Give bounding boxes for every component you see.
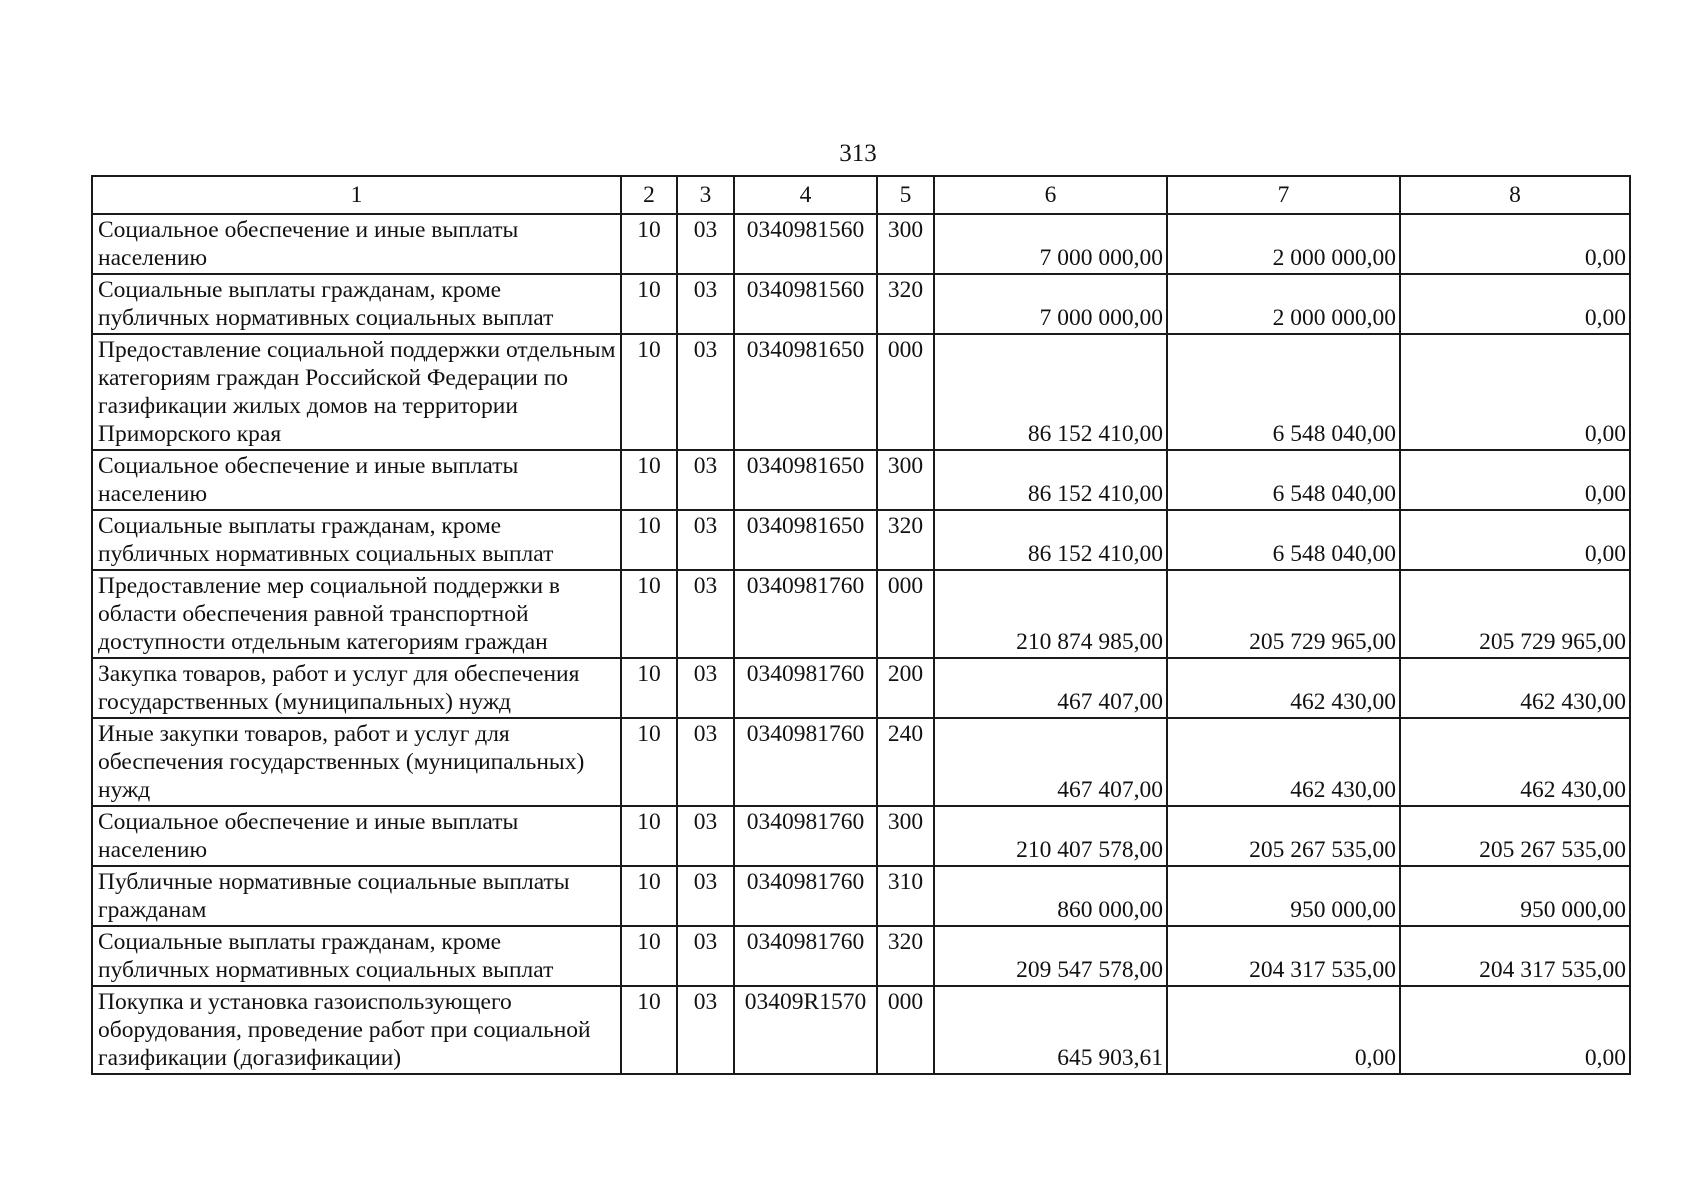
row-name-cell: Социальное обеспечение и иные выплаты населению: [92, 806, 621, 866]
subsection-code-cell: 03: [677, 214, 734, 274]
amount-col8-cell: 0,00: [1400, 450, 1630, 510]
amount-col6-cell: 210 874 985,00: [934, 570, 1167, 658]
row-name-cell: Социальное обеспечение и иные выплаты населению: [92, 214, 621, 274]
table-row: [92, 866, 1630, 926]
target-article-cell: 0340981760: [734, 806, 877, 866]
header-cell-8: 8: [1400, 176, 1630, 214]
target-article-cell: 0340981650: [734, 450, 877, 510]
subsection-code-cell: 03: [677, 570, 734, 658]
row-name-cell: Публичные нормативные социальные выплаты гражданам: [92, 866, 621, 926]
expense-type-cell: 320: [877, 926, 934, 986]
amount-col8-cell: 0,00: [1400, 274, 1630, 334]
amount-col8-cell: 0,00: [1400, 510, 1630, 570]
expense-type-cell: 300: [877, 214, 934, 274]
row-name-cell: Закупка товаров, работ и услуг для обеспечения государственных (муниципальных) нужд: [92, 658, 621, 718]
table-row: [92, 986, 1630, 1074]
subsection-code-cell: 03: [677, 806, 734, 866]
header-cell-4: 4: [734, 176, 877, 214]
subsection-code-cell: 03: [677, 334, 734, 450]
amount-col7-cell: 6 548 040,00: [1167, 510, 1400, 570]
amount-col6-cell: 7 000 000,00: [934, 214, 1167, 274]
amount-col6-cell: 645 903,61: [934, 986, 1167, 1074]
table-row: [92, 718, 1630, 806]
amount-col7-cell: 462 430,00: [1167, 658, 1400, 718]
subsection-code-cell: 03: [677, 450, 734, 510]
amount-col8-cell: 462 430,00: [1400, 658, 1630, 718]
expense-type-cell: 000: [877, 986, 934, 1074]
amount-col8-cell: 950 000,00: [1400, 866, 1630, 926]
target-article-cell: 0340981760: [734, 866, 877, 926]
subsection-code-cell: 03: [677, 926, 734, 986]
row-name-cell: Предоставление мер социальной поддержки в области обеспечения равной транспортной доступности отдельным категориям граждан: [92, 570, 621, 658]
amount-col6-cell: 467 407,00: [934, 718, 1167, 806]
header-cell-7: 7: [1167, 176, 1400, 214]
row-name-cell: Предоставление социальной поддержки отдельным категориям граждан Российской Федерации по газификации жилых домов на территории Приморского края: [92, 334, 621, 450]
subsection-code-cell: 03: [677, 718, 734, 806]
row-name-cell: Покупка и установка газоиспользующего оборудования, проведение работ при социальной газификации (догазификации): [92, 986, 621, 1074]
target-article-cell: 0340981560: [734, 274, 877, 334]
amount-col8-cell: 204 317 535,00: [1400, 926, 1630, 986]
section-code-cell: 10: [621, 806, 677, 866]
amount-col8-cell: 205 267 535,00: [1400, 806, 1630, 866]
amount-col6-cell: 86 152 410,00: [934, 334, 1167, 450]
amount-col8-cell: 0,00: [1400, 214, 1630, 274]
subsection-code-cell: 03: [677, 866, 734, 926]
budget-table: [91, 175, 1631, 1075]
target-article-cell: 0340981760: [734, 570, 877, 658]
amount-col7-cell: 204 317 535,00: [1167, 926, 1400, 986]
amount-col7-cell: 6 548 040,00: [1167, 334, 1400, 450]
row-name-cell: Социальные выплаты гражданам, кроме публичных нормативных социальных выплат: [92, 510, 621, 570]
table-row: [92, 510, 1630, 570]
section-code-cell: 10: [621, 274, 677, 334]
header-cell-3: 3: [677, 176, 734, 214]
subsection-code-cell: 03: [677, 986, 734, 1074]
amount-col8-cell: 0,00: [1400, 334, 1630, 450]
table-row: [92, 214, 1630, 274]
section-code-cell: 10: [621, 214, 677, 274]
amount-col7-cell: 6 548 040,00: [1167, 450, 1400, 510]
expense-type-cell: 320: [877, 510, 934, 570]
amount-col6-cell: 210 407 578,00: [934, 806, 1167, 866]
subsection-code-cell: 03: [677, 510, 734, 570]
row-name-cell: Иные закупки товаров, работ и услуг для обеспечения государственных (муниципальных) нужд: [92, 718, 621, 806]
amount-col8-cell: 205 729 965,00: [1400, 570, 1630, 658]
amount-col7-cell: 2 000 000,00: [1167, 214, 1400, 274]
expense-type-cell: 200: [877, 658, 934, 718]
amount-col7-cell: 205 729 965,00: [1167, 570, 1400, 658]
section-code-cell: 10: [621, 334, 677, 450]
section-code-cell: 10: [621, 570, 677, 658]
table-header-row: [92, 176, 1630, 214]
amount-col8-cell: 0,00: [1400, 986, 1630, 1074]
target-article-cell: 0340981760: [734, 658, 877, 718]
target-article-cell: 0340981760: [734, 718, 877, 806]
table-row: [92, 274, 1630, 334]
amount-col6-cell: 860 000,00: [934, 866, 1167, 926]
expense-type-cell: 000: [877, 570, 934, 658]
expense-type-cell: 320: [877, 274, 934, 334]
expense-type-cell: 300: [877, 450, 934, 510]
page-number: 313: [839, 140, 877, 167]
table-row: [92, 926, 1630, 986]
expense-type-cell: 240: [877, 718, 934, 806]
amount-col6-cell: 467 407,00: [934, 658, 1167, 718]
section-code-cell: 10: [621, 986, 677, 1074]
table-row: [92, 658, 1630, 718]
header-cell-5: 5: [877, 176, 934, 214]
section-code-cell: 10: [621, 450, 677, 510]
section-code-cell: 10: [621, 658, 677, 718]
section-code-cell: 10: [621, 866, 677, 926]
expense-type-cell: 000: [877, 334, 934, 450]
table-row: [92, 334, 1630, 450]
target-article-cell: 0340981650: [734, 334, 877, 450]
subsection-code-cell: 03: [677, 274, 734, 334]
amount-col8-cell: 462 430,00: [1400, 718, 1630, 806]
amount-col7-cell: 2 000 000,00: [1167, 274, 1400, 334]
expense-type-cell: 310: [877, 866, 934, 926]
section-code-cell: 10: [621, 510, 677, 570]
subsection-code-cell: 03: [677, 658, 734, 718]
header-cell-6: 6: [934, 176, 1167, 214]
target-article-cell: 0340981560: [734, 214, 877, 274]
row-name-cell: Социальные выплаты гражданам, кроме публичных нормативных социальных выплат: [92, 926, 621, 986]
amount-col7-cell: 0,00: [1167, 986, 1400, 1074]
amount-col7-cell: 950 000,00: [1167, 866, 1400, 926]
header-cell-1: 1: [92, 176, 621, 214]
section-code-cell: 10: [621, 926, 677, 986]
amount-col6-cell: 7 000 000,00: [934, 274, 1167, 334]
amount-col6-cell: 209 547 578,00: [934, 926, 1167, 986]
row-name-cell: Социальные выплаты гражданам, кроме публичных нормативных социальных выплат: [92, 274, 621, 334]
target-article-cell: 0340981650: [734, 510, 877, 570]
amount-col7-cell: 205 267 535,00: [1167, 806, 1400, 866]
row-name-cell: Социальное обеспечение и иные выплаты населению: [92, 450, 621, 510]
amount-col7-cell: 462 430,00: [1167, 718, 1400, 806]
amount-col6-cell: 86 152 410,00: [934, 450, 1167, 510]
table-row: [92, 570, 1630, 658]
target-article-cell: 0340981760: [734, 926, 877, 986]
table-row: [92, 806, 1630, 866]
expense-type-cell: 300: [877, 806, 934, 866]
amount-col6-cell: 86 152 410,00: [934, 510, 1167, 570]
table-row: [92, 450, 1630, 510]
section-code-cell: 10: [621, 718, 677, 806]
header-cell-2: 2: [621, 176, 677, 214]
target-article-cell: 03409R1570: [734, 986, 877, 1074]
